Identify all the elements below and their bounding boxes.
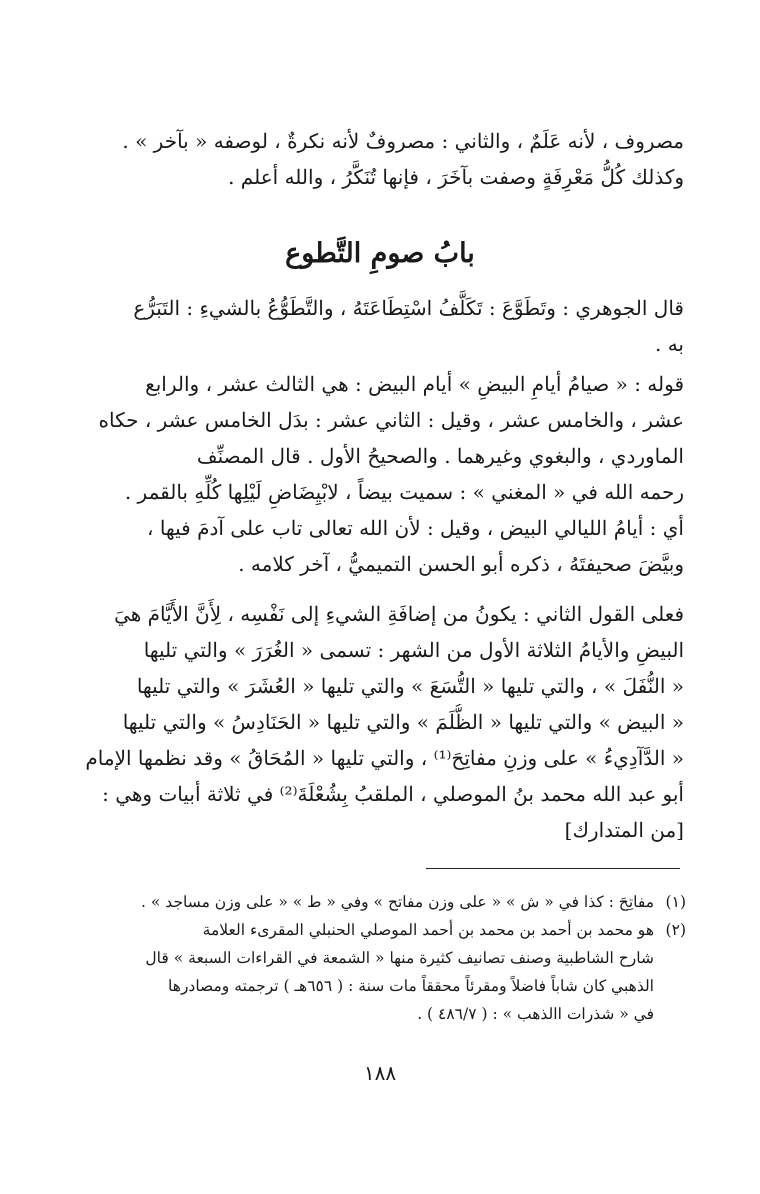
text-line: أي : أيامُ الليالي البيض ، وقيل : لأن الله تعالى تاب على آدمَ فيها ، bbox=[147, 516, 684, 540]
footnote-number: (١) bbox=[665, 893, 686, 911]
footnote bbox=[78, 888, 686, 916]
chapter-heading: بابُ صومِ التَّطوع bbox=[285, 238, 475, 269]
text-line: عشر ، والخامس عشر ، وقيل : الثاني عشر : بدَل الخامس عشر ، حكاه bbox=[98, 408, 684, 432]
jawhari-paragraph bbox=[78, 290, 684, 362]
text-line: « البيض » والتي تليها « الظُّلَمَ » والتي تليها « الحَنَادِسُ » والتي تليها bbox=[122, 710, 684, 734]
text-line: أبو عبد الله محمد بنُ الموصلي ، الملقبُ بِشُعْلَةَ⁽²⁾ في ثلاثة أبيات وهي : bbox=[102, 782, 684, 806]
text-line: رحمه الله في « المغني » : سميت بيضاً ، لابْيِضَاضِ لَيْلِها كُلِّهِ بالقمر . bbox=[124, 480, 684, 504]
footnote-number: (٢) bbox=[665, 921, 686, 939]
intro-paragraph bbox=[78, 123, 684, 195]
text-line: قوله : « صيامُ أيامِ البيضِ » أيام البيض : هي الثالث عشر ، والرابع bbox=[145, 372, 684, 396]
text-line: « النُّفَلَ » ، والتي تليها « التُّسَعَ » والتي تليها « العُشَرَ » والتي تليها bbox=[136, 674, 684, 698]
footnote-line: شارح الشاطبية وصنف تصانيف كثيرة منها « الشمعة في القراءات السبعة » قال bbox=[145, 949, 654, 967]
meter-label: [من المتدارك] bbox=[564, 818, 684, 842]
text-line: مصروف ، لأنه عَلَمٌ ، والثاني : مصروفٌ لأنه نكرةٌ ، لوصفه « بآخر » . bbox=[122, 129, 684, 153]
text-line: البيضِ والأيامُ الثلاثة الأول من الشهر : تسمى « الغُرَرَ » والتي تليها bbox=[143, 638, 684, 662]
text-line: به . bbox=[654, 332, 684, 356]
white-days-paragraph bbox=[78, 366, 684, 582]
text-line: قال الجوهري : وتَطَوَّعَ : تَكَلَّفُ اسْتِطَاعَتَهُ ، والتَّطَوُّعُ بالشيءِ : التَبَرُّع bbox=[133, 296, 684, 320]
footnote-line: مفاتِحَ : كذا في « ش » « على وزن مفاتح » وفي « ط » « على وزن مساجد » . bbox=[141, 893, 654, 911]
footnote bbox=[78, 916, 686, 1028]
page-number: ١٨٨ bbox=[363, 1061, 397, 1085]
footnote-line: هو محمد بن أحمد بن محمد بن أحمد الموصلي الحنبلي المقرىء العلامة bbox=[202, 921, 654, 939]
text-line: وكذلك كُلُّ مَعْرِفَةٍ وصفت بآخَرَ ، فإنها تُنَكَّرُ ، والله أعلم . bbox=[228, 165, 684, 189]
footnote-body bbox=[78, 888, 654, 916]
footnote-line: الذهبي كان شاباً فاضلاً ومقرئاً محققاً مات سنة : ( ٦٥٦هـ ) ترجمته ومصادرها bbox=[168, 977, 654, 995]
text-line: فعلى القول الثاني : يكونُ من إضافَةِ الشيءِ إلى نَفْسِه ، لِأَنَّ الأَيَّامَ هيَ bbox=[114, 602, 684, 626]
footnote-line: في « شذرات االذهب » : ( ٤٨٦/٧ ) . bbox=[417, 1005, 654, 1023]
text-line: وبيَّضَ صحيفتَهُ ، ذكره أبو الحسن التميميُّ ، آخر كلامه . bbox=[238, 552, 684, 576]
text-line: الماوردي ، والبغوي وغيرهما . والصحيحُ الأول . قال المصنِّف bbox=[196, 444, 684, 468]
month-nights-paragraph bbox=[78, 596, 684, 848]
footnote-divider bbox=[426, 868, 680, 869]
footnote-body bbox=[78, 916, 654, 1028]
footnotes bbox=[78, 888, 686, 1028]
text-line: « الدَّآدِيءُ » على وزنِ مفاتِحَ⁽¹⁾ ، والتي تليها « المُحَاقُ » وقد نظمها الإمام bbox=[85, 746, 684, 770]
